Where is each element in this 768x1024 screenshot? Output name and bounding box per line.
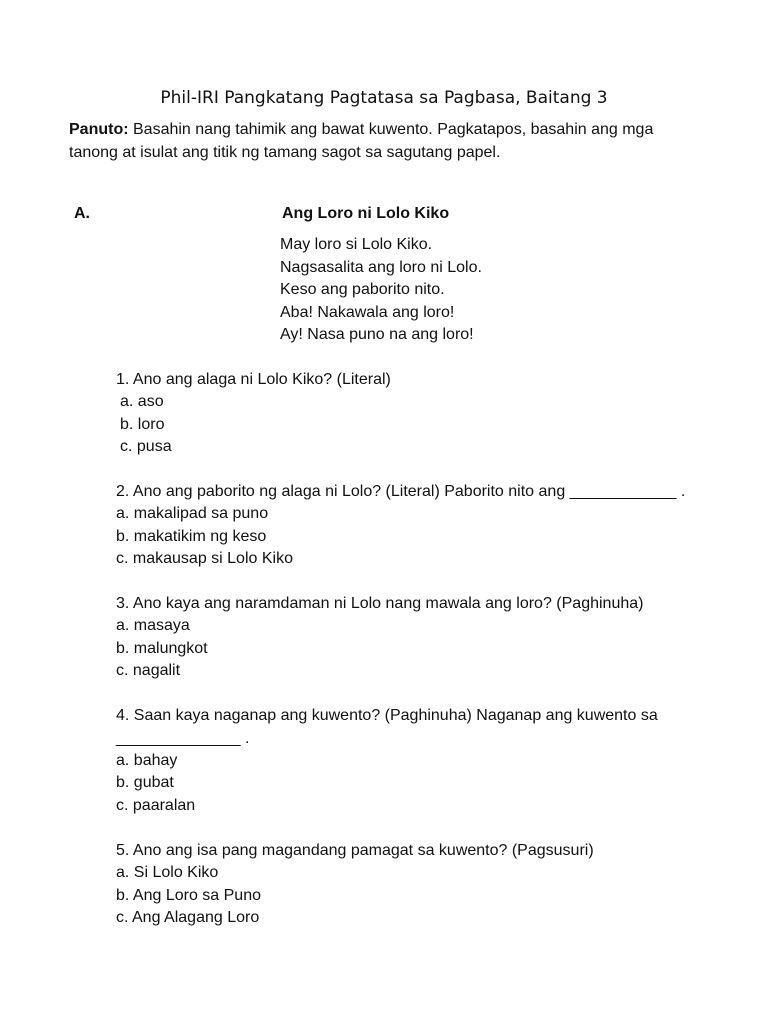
question-1: 1. Ano ang alaga ni Lolo Kiko? (Literal)	[116, 371, 391, 388]
question-2-option-c: c. makausap si Lolo Kiko	[116, 550, 293, 567]
question-3: 3. Ano kaya ang naramdaman ni Lolo nang mawala ang loro? (Paghinuha)	[116, 595, 644, 612]
story-line: Keso ang paborito nito.	[280, 281, 445, 298]
question-4-option-a: a. bahay	[116, 752, 178, 769]
question-1-option-a: a. aso	[120, 393, 164, 410]
question-1-option-c: c. pusa	[120, 438, 172, 455]
question-4-option-c: c. paaralan	[116, 797, 196, 814]
question-4-answer-blank: ______________ .	[116, 730, 250, 747]
instructions-label: Panuto:	[69, 121, 129, 138]
story-line: Ay! Nasa puno na ang loro!	[280, 326, 474, 343]
instructions-text-line1: Basahin nang tahimik ang bawat kuwento. Pagkatapos, basahin ang mga	[133, 121, 654, 138]
question-5: 5. Ano ang isa pang magandang pamagat sa kuwento? (Pagsusuri)	[116, 842, 594, 859]
question-4-option-b: b. gubat	[116, 774, 174, 791]
story-title: Ang Loro ni Lolo Kiko	[282, 205, 450, 222]
question-3-option-c: c. nagalit	[116, 662, 181, 679]
question-5-option-b: b. Ang Loro sa Puno	[116, 887, 261, 904]
question-5-option-a: a. Si Lolo Kiko	[116, 864, 219, 881]
question-3-option-b: b. malungkot	[116, 640, 208, 657]
question-2-option-a: a. makalipad sa puno	[116, 505, 269, 522]
question-5-option-c: c. Ang Alagang Loro	[116, 909, 260, 926]
story-line: Aba! Nakawala ang loro!	[280, 304, 455, 321]
question-3-option-a: a. masaya	[116, 617, 190, 634]
section-letter: A.	[74, 205, 90, 222]
question-2-option-b: b. makatikim ng keso	[116, 528, 267, 545]
story-line: Nagsasalita ang loro ni Lolo.	[280, 259, 482, 276]
page-title: Phil-IRI Pangkatang Pagtatasa sa Pagbasa, Baitang 3	[160, 88, 608, 108]
question-4: 4. Saan kaya naganap ang kuwento? (Paghinuha) Naganap ang kuwento sa	[116, 707, 658, 724]
story-line: May loro si Lolo Kiko.	[280, 236, 433, 253]
question-2: 2. Ano ang paborito ng alaga ni Lolo? (Literal) Paborito nito ang ____________ .	[116, 483, 686, 500]
instructions-text-line2: tanong at isulat ang titik ng tamang sagot sa sagutang papel.	[69, 144, 501, 161]
question-1-option-b: b. loro	[120, 416, 165, 433]
